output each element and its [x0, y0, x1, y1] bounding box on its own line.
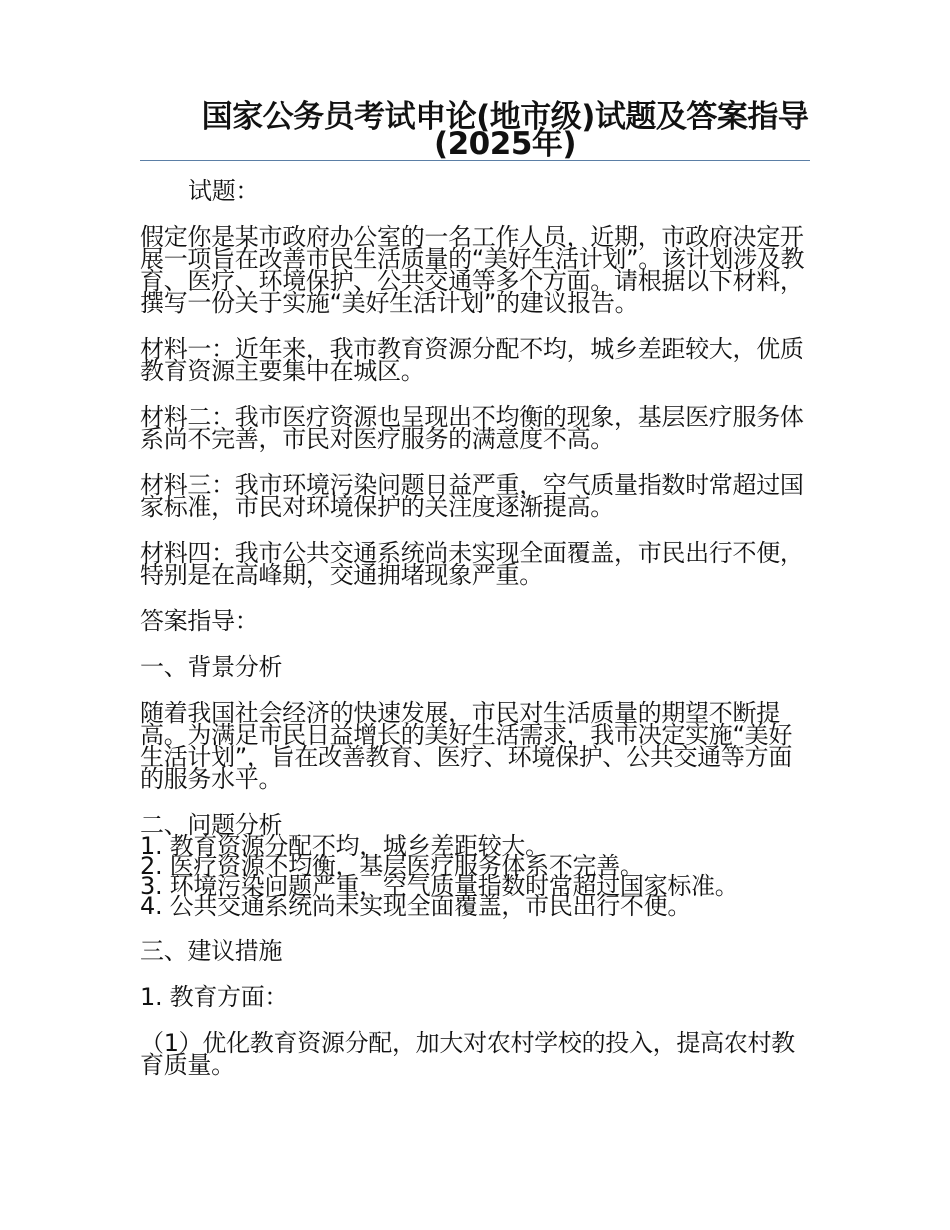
material-3-paragraph: 材料三：我市环境污染问题日益严重，空气质量指数时常超过国家标准，市民对环境保护的关注度逐渐提高。 — [140, 471, 804, 521]
section-1-paragraph: 随着我国社会经济的快速发展，市民对生活质量的期望不断提高。为满足市民日益增长的美好生活需求，我市决定实施“美好生活计划”，旨在改善教育、医疗、环境保护、公共交通等方面的服务水平。 — [140, 699, 793, 793]
problem-item-3: 3. 环境污染问题严重，空气质量指数时常超过国家标准。 — [140, 872, 739, 900]
prompt-paragraph: 假定你是某市政府办公室的一名工作人员，近期，市政府决定开展一项旨在改善市民生活质量的“美好生活计划”。该计划涉及教育、医疗、环境保护、公共交通等多个方面。请根据以下材料，撰写一份关于实施“美好生活计划”的建议报告。 — [140, 223, 805, 317]
section-2-heading: 二、问题分析 — [140, 811, 283, 839]
questions-label: 试题： — [188, 177, 260, 205]
measure-1-item-1: （1）优化教育资源分配，加大对农村学校的投入，提高农村教育质量。 — [140, 1029, 795, 1079]
material-2-paragraph: 材料二：我市医疗资源也呈现出不均衡的现象，基层医疗服务体系尚不完善，市民对医疗服务的满意度不高。 — [140, 403, 804, 453]
answer-label: 答案指导： — [140, 607, 259, 635]
document-body — [140, 177, 812, 1079]
title-block — [140, 99, 810, 162]
problem-item-4: 4. 公共交通系统尚未实现全面覆盖，市民出行不便。 — [140, 892, 692, 920]
material-1-paragraph: 材料一：近年来，我市教育资源分配不均，城乡差距较大，优质教育资源主要集中在城区。 — [140, 335, 804, 385]
section-3-heading: 三、建议措施 — [140, 937, 283, 965]
section-1-heading: 一、背景分析 — [140, 653, 283, 681]
document-title: 国家公务员考试申论(地市级)试题及答案指导(2025年) — [201, 99, 809, 162]
measure-1-heading: 1. 教育方面： — [140, 983, 289, 1011]
title-underline — [140, 160, 810, 161]
problem-list — [140, 832, 812, 920]
material-4-paragraph: 材料四：我市公共交通系统尚未实现全面覆盖，市民出行不便，特别是在高峰期，交通拥堵现象严重。 — [140, 539, 804, 589]
problem-item-2: 2. 医疗资源不均衡，基层医疗服务体系不完善。 — [140, 852, 644, 880]
problem-item-1: 1. 教育资源分配不均，城乡差距较大。 — [140, 832, 549, 860]
